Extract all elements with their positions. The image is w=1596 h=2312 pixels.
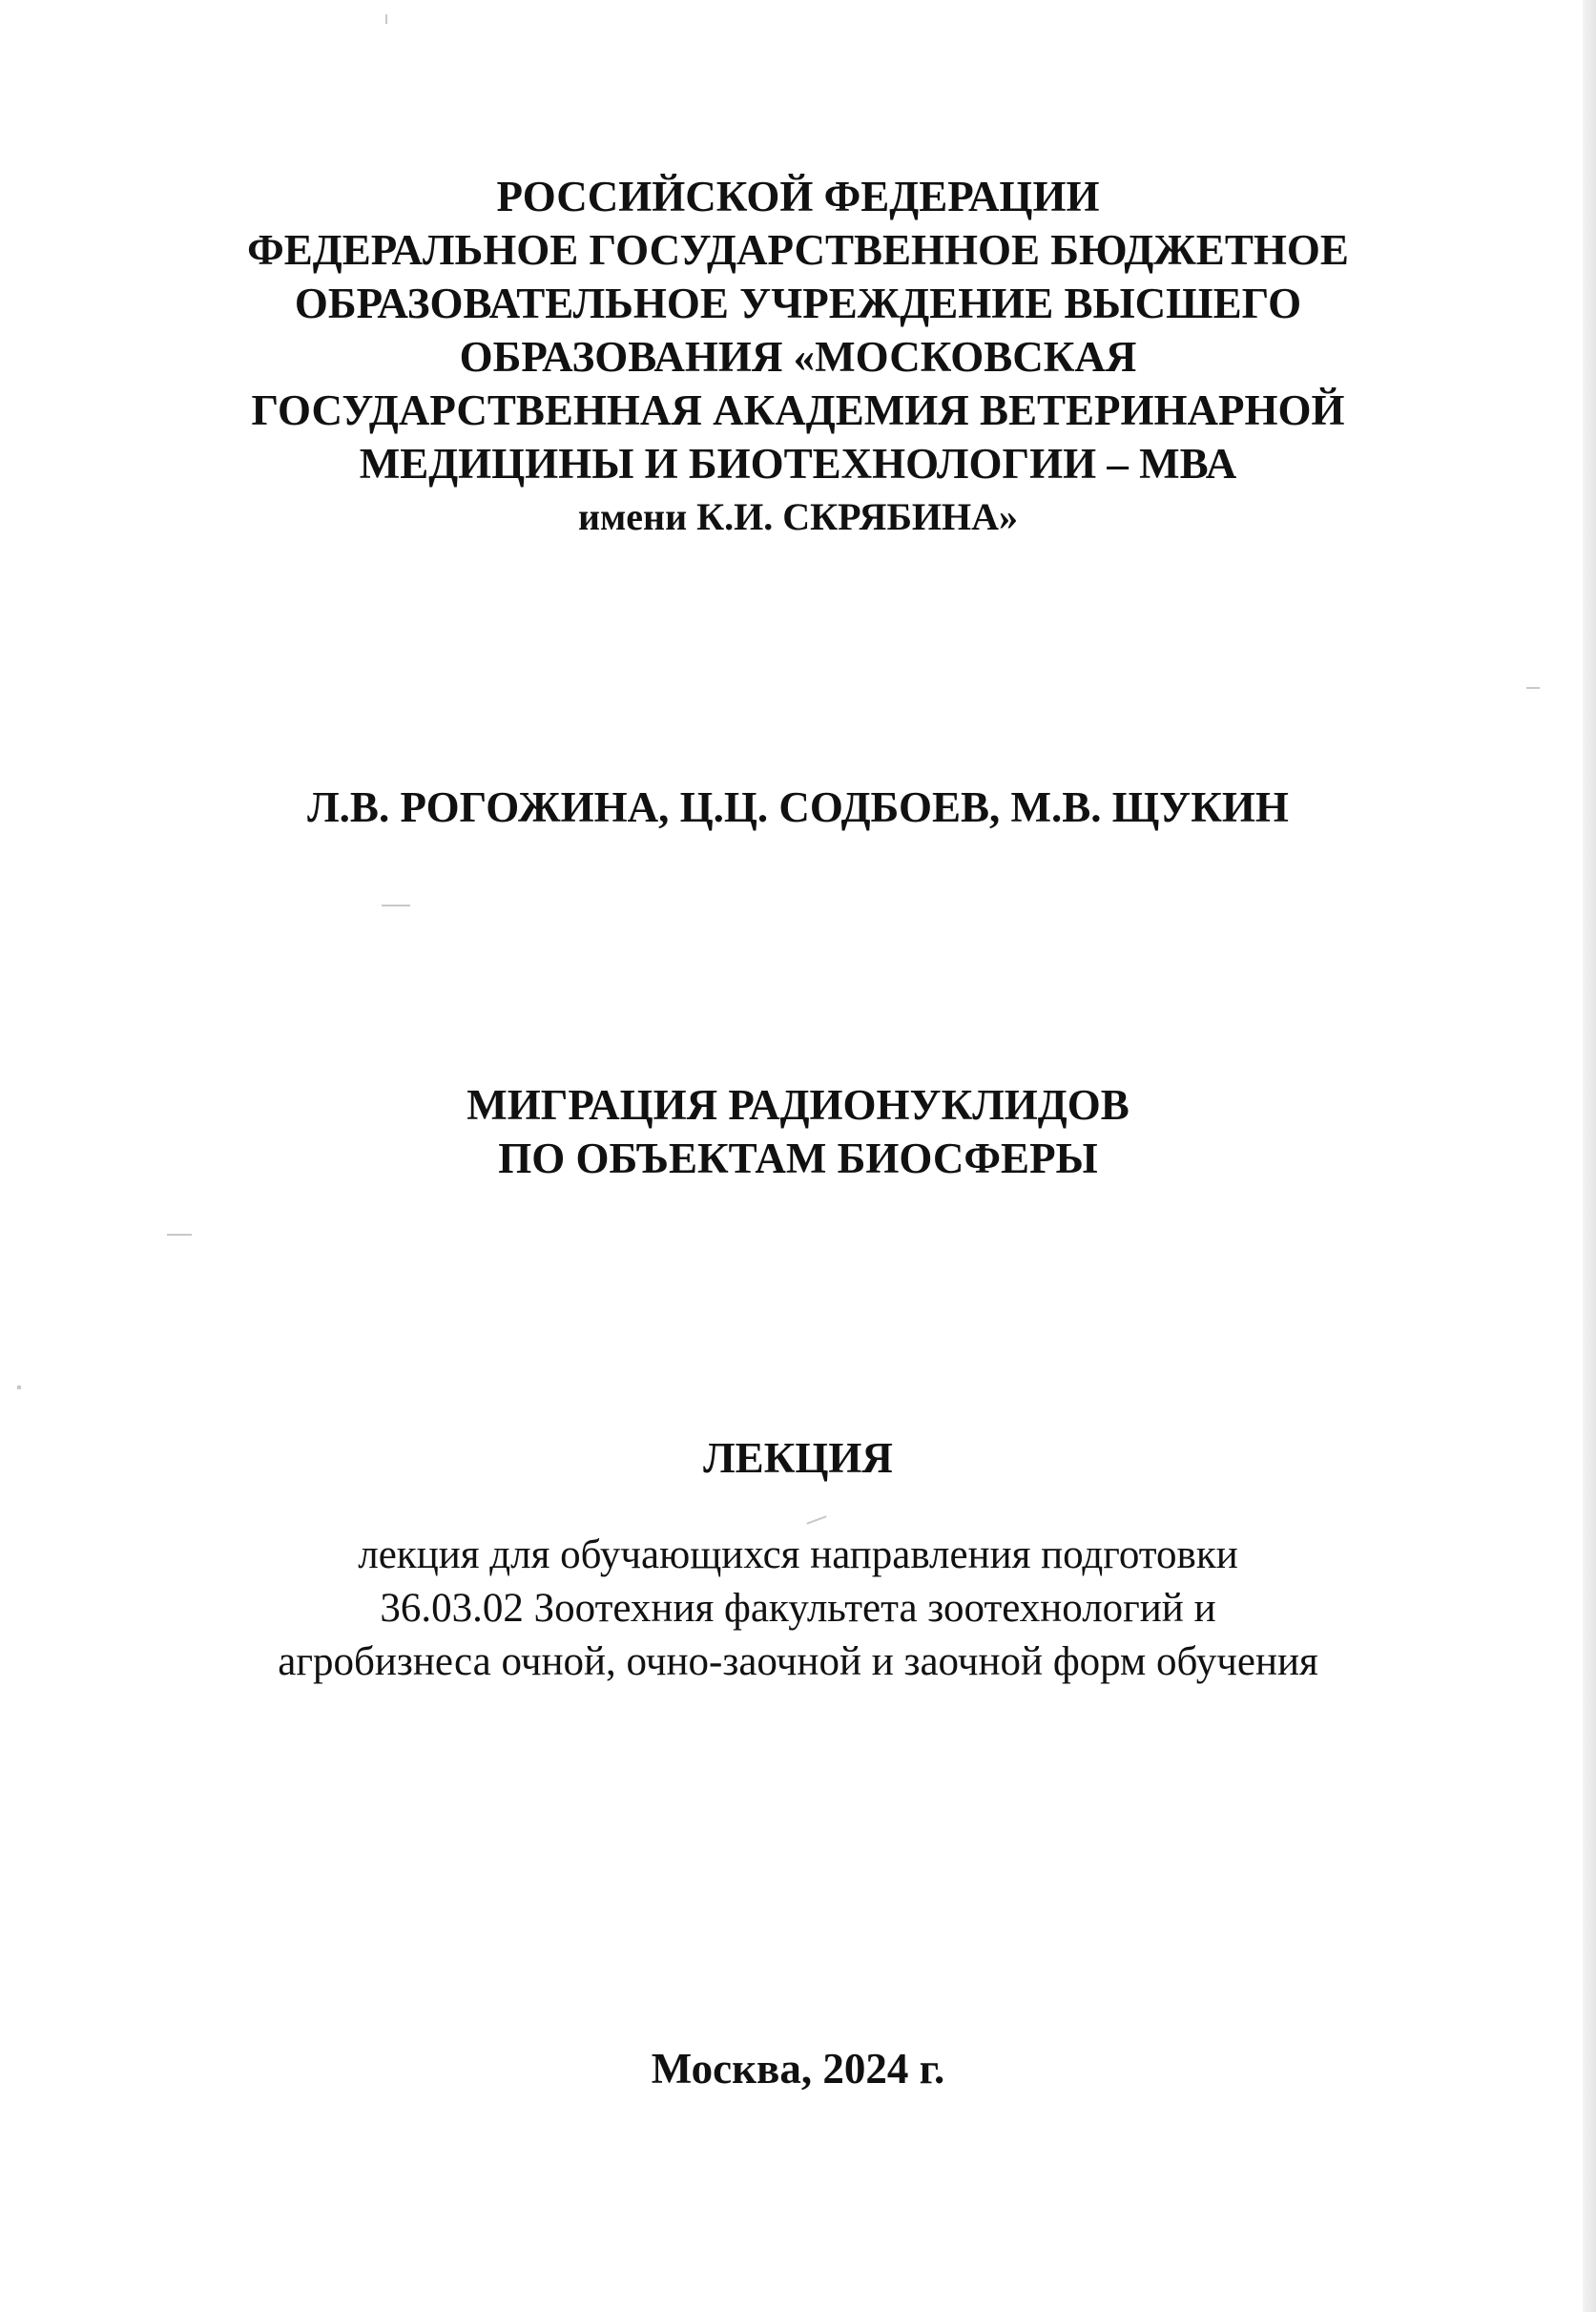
institution-header: [0, 170, 1596, 544]
institution-line: ГОСУДАРСТВЕННАЯ АКАДЕМИЯ ВЕТЕРИНАРНОЙ: [251, 386, 1345, 434]
institution-line: РОССИЙСКОЙ ФЕДЕРАЦИИ: [496, 173, 1100, 220]
city-year: [0, 2042, 1596, 2095]
authors: [0, 781, 1596, 834]
institution-line: ОБРАЗОВАНИЯ «МОСКОВСКАЯ: [459, 333, 1137, 381]
description-line: 36.03.02 Зоотехния факультета зоотехнологий и: [380, 1586, 1216, 1631]
institution-line: имени К.И. СКРЯБИНА»: [577, 495, 1019, 538]
scan-speck: [382, 905, 410, 906]
scan-speck: [806, 1515, 826, 1524]
document-title: [0, 1078, 1596, 1185]
institution-line: ОБРАЗОВАТЕЛЬНОЕ УЧРЕЖДЕНИЕ ВЫСШЕГО: [294, 280, 1302, 327]
title-line: ПО ОБЪЕКТАМ БИОСФЕРЫ: [498, 1135, 1098, 1182]
scan-speck: [385, 14, 387, 24]
scan-speck: [17, 1385, 21, 1389]
scan-speck: [167, 1234, 192, 1236]
institution-line: МЕДИЦИНЫ И БИОТЕХНОЛОГИИ – МВА: [359, 440, 1237, 488]
audience-description: [0, 1529, 1596, 1689]
description-line: агробизнеса очной, очно-заочной и заочной форм обучения: [278, 1639, 1318, 1684]
title-line: МИГРАЦИЯ РАДИОНУКЛИДОВ: [466, 1081, 1130, 1129]
institution-line: ФЕДЕРАЛЬНОЕ ГОСУДАРСТВЕННОЕ БЮДЖЕТНОЕ: [247, 226, 1349, 274]
document-type: [0, 1431, 1596, 1485]
city-year-line: Москва, 2024 г.: [651, 2045, 945, 2093]
description-line: лекция для обучающихся направления подготовки: [358, 1532, 1238, 1577]
authors-line: Л.В. РОГОЖИНА, Ц.Ц. СОДБОЕВ, М.В. ЩУКИН: [307, 783, 1289, 831]
scan-speck: [1526, 687, 1540, 689]
document-type-label: ЛЕКЦИЯ: [703, 1434, 893, 1482]
